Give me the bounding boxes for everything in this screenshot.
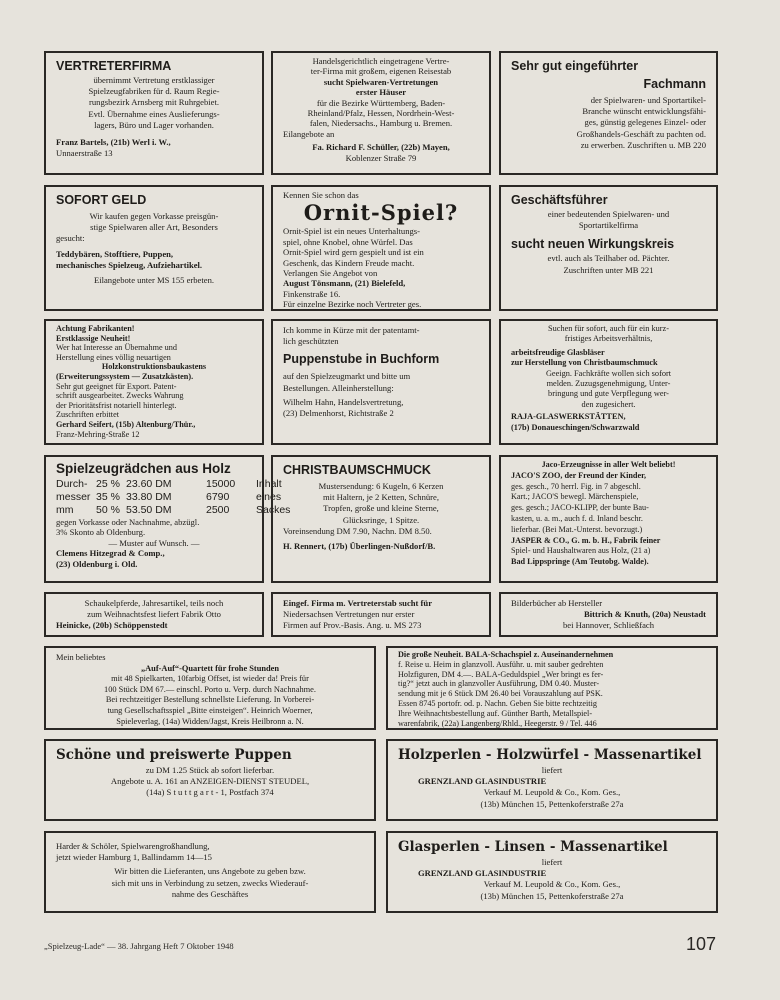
ad-line: Harder & Schöler, Spielwarengroßhandlung, [56, 841, 210, 851]
ad-line: (13b) München 15, Pettenkoferstraße 27a [480, 798, 624, 809]
ad-contact: Finkenstraße 16. [283, 288, 341, 299]
ad-line: Wer hat Interesse an Übernahme und [56, 343, 177, 353]
ad-line: Die große Neuheit. BALA-Schachspiel z. Auseinandernehmen [398, 650, 614, 659]
ad-geschaeftsfuehrer [499, 185, 718, 311]
ad-line: mechanisches Spielzeug, Aufziehartikel. [56, 259, 203, 270]
ad-line: Spiel- und Haushaltwaren aus Holz, (21 a) [511, 546, 651, 556]
ad-line: Glücksringe, 1 Spitze. [342, 514, 420, 525]
ad-line: Angebote u. A. 161 an ANZEIGEN-DIENST STEUDEL, [110, 776, 310, 787]
ad-company: GRENZLAND GLASINDUSTRIE [418, 868, 547, 879]
ad-line: Schaukelpferde, Jahresartikel, teils noch [84, 598, 224, 608]
ad-line: Spielzeugfabriken für d. Raum Regie- [88, 86, 220, 97]
ad-line: Suchen für sofort, auch für ein kurz- [548, 324, 669, 333]
ad-line: Verlangen Sie Angebot von [283, 268, 378, 279]
ad-line: Teddybären, Stofftiere, Puppen, [56, 248, 174, 259]
ad-contact: (23) Oldenburg i. Old. [56, 558, 138, 569]
ad-line: Essen 8745 portofr. od. p. Nachn. Geben Sie bitte rechtzeitig [398, 698, 597, 708]
table-cell: messer [56, 491, 91, 503]
ad-contact: (23) Delmenhorst, Richtstraße 2 [283, 408, 394, 419]
ad-line: einer bedeutenden Spielwaren- und [547, 209, 670, 219]
ad-line: rungsbezirk Arnsberg mit Ruhrgebiet. [88, 97, 219, 108]
ad-line: gegen Vorkasse oder Nachnahme, abzügl. [56, 517, 200, 527]
ad-title: Schöne und preiswerte Puppen [56, 747, 292, 763]
ad-title: sucht neuen Wirkungskreis [511, 237, 675, 252]
ad-line: Spieleverlag, (14a) Widden/Jagst, Kreis Heilbronn a. N. [116, 716, 304, 726]
ad-line: liefert [541, 857, 563, 867]
ad-vertreterfirma [44, 51, 264, 175]
ad-title: Fachmann [643, 77, 706, 91]
ad-line: Sehr gut geeignet für Export. Patent- [56, 381, 177, 391]
ad-line: Kennen Sie schon das [283, 190, 359, 200]
ad-line: zu DM 1.25 Stück ab sofort lieferbar. [145, 765, 275, 775]
ad-line: Mein beliebtes [56, 653, 106, 662]
page-footer: „Spielzeug-Lade“ — 38. Jahrgang Heft 7 Oktober 1948 [44, 941, 234, 951]
table-cell: 23.60 DM [126, 478, 172, 490]
ad-puppenstube [271, 319, 491, 445]
ad-line: erster Häuser [355, 87, 407, 98]
ad-line: lieferbar. (Bei Mat.-Unterst. bevorzugt.) [511, 524, 643, 534]
ad-line: lagers, Büro und Lager vorhanden. [94, 119, 214, 130]
ad-line: lich geschützten [283, 336, 339, 347]
table-cell: 25 % [96, 478, 120, 490]
ad-line: Achtung Fabrikanten! [56, 324, 135, 333]
ad-ornit-spiel [271, 185, 491, 311]
ad-auf-auf-quartett [44, 646, 376, 730]
ad-line: sendung mit je 6 Stück DM 26.40 bei Vorauszahlung auf PSK. [398, 689, 603, 699]
table-cell: Sackes [256, 504, 291, 516]
table-cell: 50 % [96, 504, 120, 516]
table-cell: mm [56, 504, 74, 516]
ad-line: 3% Skonto ab Oldenburg. [56, 527, 146, 538]
ad-line: Geeign. Fachkräfte wollen sich sofort [545, 368, 672, 378]
ad-contact: RAJA-GLASWERKSTÄTTEN, [511, 412, 626, 422]
ad-puppen [44, 739, 376, 821]
ad-line: Niedersachsen Vertretungen nur erster [283, 609, 415, 620]
ad-contact: H. Rennert, (17b) Überlingen-Nußdorf/B. [283, 541, 436, 552]
ad-line: (14a) S t u t t g a r t - 1, Postfach 374 [146, 787, 274, 798]
ad-line: Voreinsendung DM 7.90, Nachn. DM 8.50. [283, 525, 432, 536]
ad-title: Holzperlen - Holzwürfel - Massenartikel [398, 747, 702, 763]
ad-line: schrift ausgearbeitet. Zwecks Wahrung [56, 391, 184, 401]
ad-contact: Unnaerstraße 13 [56, 148, 113, 159]
price-table [56, 478, 291, 517]
ad-line: ges. gesch., 70 herrl. Fig. in 7 abgeschl. [511, 481, 641, 491]
ad-line: mit Haltern, je 2 Ketten, Schnüre, [323, 492, 439, 503]
ad-line: kasten, u. a. m., auch f. d. Inland beschr. [511, 513, 643, 523]
page-number: 107 [686, 934, 717, 954]
ad-line: 100 Stück DM 67.— einschl. Porto u. Verp. durch Nachnahme. [104, 684, 316, 694]
ad-harder-schoeler [44, 831, 376, 913]
ad-line: auf den Spielzeugmarkt und bitte um [283, 371, 411, 382]
ad-line: (Erweiterungssystem — Zusatzkästen). [56, 371, 194, 381]
ad-line: Evtl. Übernahme eines Auslieferungs- [88, 108, 220, 119]
ad-line: Bilderbücher ab Hersteller [511, 598, 603, 608]
ad-line: gesucht: [56, 233, 85, 244]
ad-christbaumschmuck [271, 455, 491, 583]
ad-line: übernimmt Vertretung erstklassiger [93, 75, 215, 85]
ad-line: zur Herstellung von Christbaumschmuck [511, 358, 658, 368]
ad-contact: Franz-Mehring-Straße 12 [56, 429, 140, 439]
ad-fachmann [499, 51, 718, 175]
ad-line: „Auf-Auf“-Quartett für frohe Stunden [140, 663, 280, 673]
ad-title: Puppenstube in Buchform [283, 352, 440, 367]
ad-line: liefert [541, 765, 563, 775]
ad-line: ges. gesch.; JACO-KLIPP, der bunte Bau- [511, 503, 649, 513]
ad-contact: Gerhard Seifert, (15b) Altenburg/Thür., [56, 419, 196, 429]
ad-line: sucht Spielwaren-Vertretungen [323, 76, 439, 87]
ad-glasperlen [386, 831, 718, 913]
ad-line: für die Bezirke Württemberg, Baden- [316, 97, 446, 108]
ad-line: Eilangebote an [283, 128, 335, 139]
ad-line: bringung und gute Verpflegung wer- [548, 389, 669, 399]
ad-line: Ihre Weihnachtsbestellung auf. Günther Barth, Metallspiel- [398, 708, 593, 718]
table-cell: 6790 [206, 491, 230, 503]
ad-title: CHRISTBAUMSCHMUCK [283, 463, 431, 477]
ad-line: Zuschriften erbittet [56, 410, 119, 420]
ad-line: melden. Zuzugsgenehmigung, Unter- [546, 379, 671, 389]
ad-line: Wir kaufen gegen Vorkasse preisgün- [89, 211, 219, 221]
ad-line: Mustersendung: 6 Kugeln, 6 Kerzen [318, 481, 444, 491]
ad-line: Handelsgerichtlich eingetragene Vertre- [312, 56, 450, 66]
ad-sofort-geld [44, 185, 264, 311]
ad-line: Verkauf M. Leupold & Co., Kom. Ges., [483, 879, 621, 890]
ad-line: stige Spielwaren aller Art, Besonders [90, 222, 218, 233]
table-cell: 35 % [96, 491, 120, 503]
ad-line: ges, günstig gelegenes Einzel- oder [584, 117, 706, 128]
ad-line: den zugesichert. [581, 399, 636, 409]
ad-line: Ich komme in Kürze mit der patentamt- [283, 325, 420, 335]
ad-line: Eilangebote unter MS 155 erbeten. [93, 275, 215, 286]
ad-line: zum Weihnachtsfest liefert Fabrik Otto [87, 609, 221, 620]
ad-title: Sehr gut eingeführter [511, 59, 639, 73]
ad-line: warenfabrik, (22a) Langenberg/Rhld., Heegerstr. 9 / Tel. 446 [398, 718, 597, 728]
table-cell: Inhalt [256, 478, 282, 490]
ad-glasblaeser [499, 319, 718, 445]
ad-line: JACO'S ZOO, der Freund der Kinder, [511, 470, 647, 480]
table-cell: 15000 [206, 478, 236, 490]
ad-line: JASPER & CO., G. m. b. H., Fabrik feiner [511, 535, 661, 545]
ad-line: f. Reise u. Heim in glanzvoll. Ausführ. u. mit sauber gedrehten [398, 659, 604, 669]
ad-line: Ornit-Spiel ist ein neues Unterhaltungs- [283, 226, 420, 237]
ad-line: Holzfiguren, DM 4.—. BALA-Geduldspiel „Wer bringt es fer- [398, 669, 604, 679]
ad-line: zu erwerben. Zuschriften u. MB 220 [580, 139, 706, 150]
ad-line: sich mit uns in Verbindung zu setzen, zwecks Wiederauf- [111, 877, 309, 888]
ad-title: VERTRETERFIRMA [56, 59, 172, 73]
ad-line: Großhandels-Geschäft zu pachten od. [576, 128, 706, 139]
ad-holzkonstruktionsbaukasten [44, 319, 264, 445]
ad-contact: Koblenzer Straße 79 [345, 152, 417, 163]
table-cell: 53.50 DM [126, 504, 172, 516]
ad-company: GRENZLAND GLASINDUSTRIE [418, 776, 547, 787]
ad-title: Spielzeugrädchen aus Holz [56, 461, 231, 476]
ad-contact: Wilhelm Hahn, Handelsvertretung, [283, 396, 404, 407]
ad-line: falen, Niedersachs., Hamburg u. Bremen. [309, 118, 453, 129]
ad-contact: Franz Bartels, (21b) Werl i. W., [56, 137, 171, 148]
ad-line: Sportartikelfirma [578, 220, 639, 231]
ad-line: tig?“ jetzt auch in glanzvoller Ausführung, DM 0.40. Muster- [398, 679, 600, 689]
ad-bilderbuecher [499, 592, 718, 637]
ad-headline: Ornit-Spiel? [303, 200, 459, 226]
ad-contact: Clemens Hitzegrad & Comp., [56, 548, 165, 559]
ad-niedersachsen [271, 592, 491, 637]
ad-line: Tropfen, große und kleine Sterne, [323, 503, 439, 514]
ad-line: Bittrich & Knuth, (20a) Neustadt [584, 609, 706, 620]
table-cell: eines [256, 491, 282, 503]
ad-line: bei Hannover, Schließfach [562, 620, 655, 631]
ad-line: Kart.; JACO'S bewegl. Märchenspiele, [511, 492, 639, 502]
table-cell: 33.80 DM [126, 491, 172, 503]
ad-jaco [499, 455, 718, 583]
ad-line: Erstklassige Neuheit! [56, 333, 131, 343]
ad-line: Bad Lippspringe (Am Teutobg. Walde). [511, 557, 649, 567]
table-cell: Durch- [56, 478, 88, 490]
ad-line: Heinicke, (20b) Schöppenstedt [56, 620, 168, 631]
ad-line: — Muster auf Wunsch. — [108, 537, 200, 548]
ad-title: Geschäftsführer [511, 193, 608, 207]
ad-line: jetzt wieder Hamburg 1, Ballindamm 14—15 [56, 852, 212, 863]
ad-line: fristiges Arbeitsverhältnis, [564, 334, 653, 344]
ad-line: Eingef. Firma m. Vertreterstab sucht für [283, 598, 433, 608]
ad-line: Wir bitten die Lieferanten, uns Angebote zu geben bzw. [114, 866, 306, 877]
ad-line: Geschenk, das Kindern Freude macht. [283, 257, 415, 268]
ad-schaukelpferde [44, 592, 264, 637]
ad-line: nahme des Geschäftes [171, 888, 249, 899]
ad-line: spiel, ohne Knobel, ohne Würfel. Das [283, 236, 413, 247]
ad-line: Rheinland/Pfalz, Hessen, Nordrhein-West- [307, 108, 455, 119]
ad-line: Herstellung eines völlig neuartigen [56, 352, 171, 362]
ad-line: (13b) München 15, Pettenkoferstraße 27a [480, 890, 624, 901]
ad-line: Für einzelne Bezirke noch Vertreter ges. [283, 299, 422, 310]
ad-line: Firmen auf Prov.-Basis. Ang. u. MS 273 [283, 620, 422, 631]
ad-spielzeugraedchen [44, 455, 291, 583]
ad-title: Glasperlen - Linsen - Massenartikel [398, 839, 668, 855]
ad-line: der Prioritätsfrist notariell hinterlegt. [56, 400, 177, 410]
ad-contact: Fa. Richard F. Schüller, (22b) Mayen, [312, 142, 450, 153]
ad-line: Ornit-Spiel wird gern gespielt und ist ein [283, 247, 424, 258]
table-cell: 2500 [206, 504, 230, 516]
ad-line: tung Gesellschaftsspiel „Bitte einsteigen“. Heinrich Woerner, [107, 705, 313, 715]
ad-spielwaren-vertretungen [271, 51, 491, 175]
ad-contact: August Tönsmann, (21) Bielefeld, [283, 278, 406, 289]
ad-line: Bei rechtzeitiger Bestellung schnellste Lieferung. In Vorberei- [105, 695, 315, 705]
ad-line: der Spielwaren- und Sportartikel- [590, 95, 706, 105]
ad-holzperlen [386, 739, 718, 821]
ad-headline: Jaco-Erzeugnisse in aller Welt beliebt! [541, 460, 676, 469]
ad-line: arbeitsfreudige Glasbläser [511, 347, 605, 357]
ad-line: Branche wünscht entwicklungsfähi- [582, 106, 706, 117]
ad-title: SOFORT GELD [56, 193, 147, 207]
ad-line: Bestellungen. Alleinherstellung: [283, 382, 394, 393]
ad-line: Zuschriften unter MB 221 [563, 264, 654, 275]
ad-contact: (17b) Donaueschingen/Schwarzwald [511, 422, 640, 432]
ad-line: Holzkonstruktionsbaukastens [101, 362, 207, 372]
ad-line: mit 48 Spielkarten, 10farbig Offset, ist wieder da! Preis für [111, 674, 309, 684]
ad-line: Verkauf M. Leupold & Co., Kom. Ges., [483, 787, 621, 798]
ad-bala-schachspiel [386, 646, 718, 730]
ad-line: ter-Firma mit großem, eigenen Reisestab [310, 66, 452, 77]
ad-line: evtl. auch als Teilhaber od. Pächter. [547, 253, 670, 264]
